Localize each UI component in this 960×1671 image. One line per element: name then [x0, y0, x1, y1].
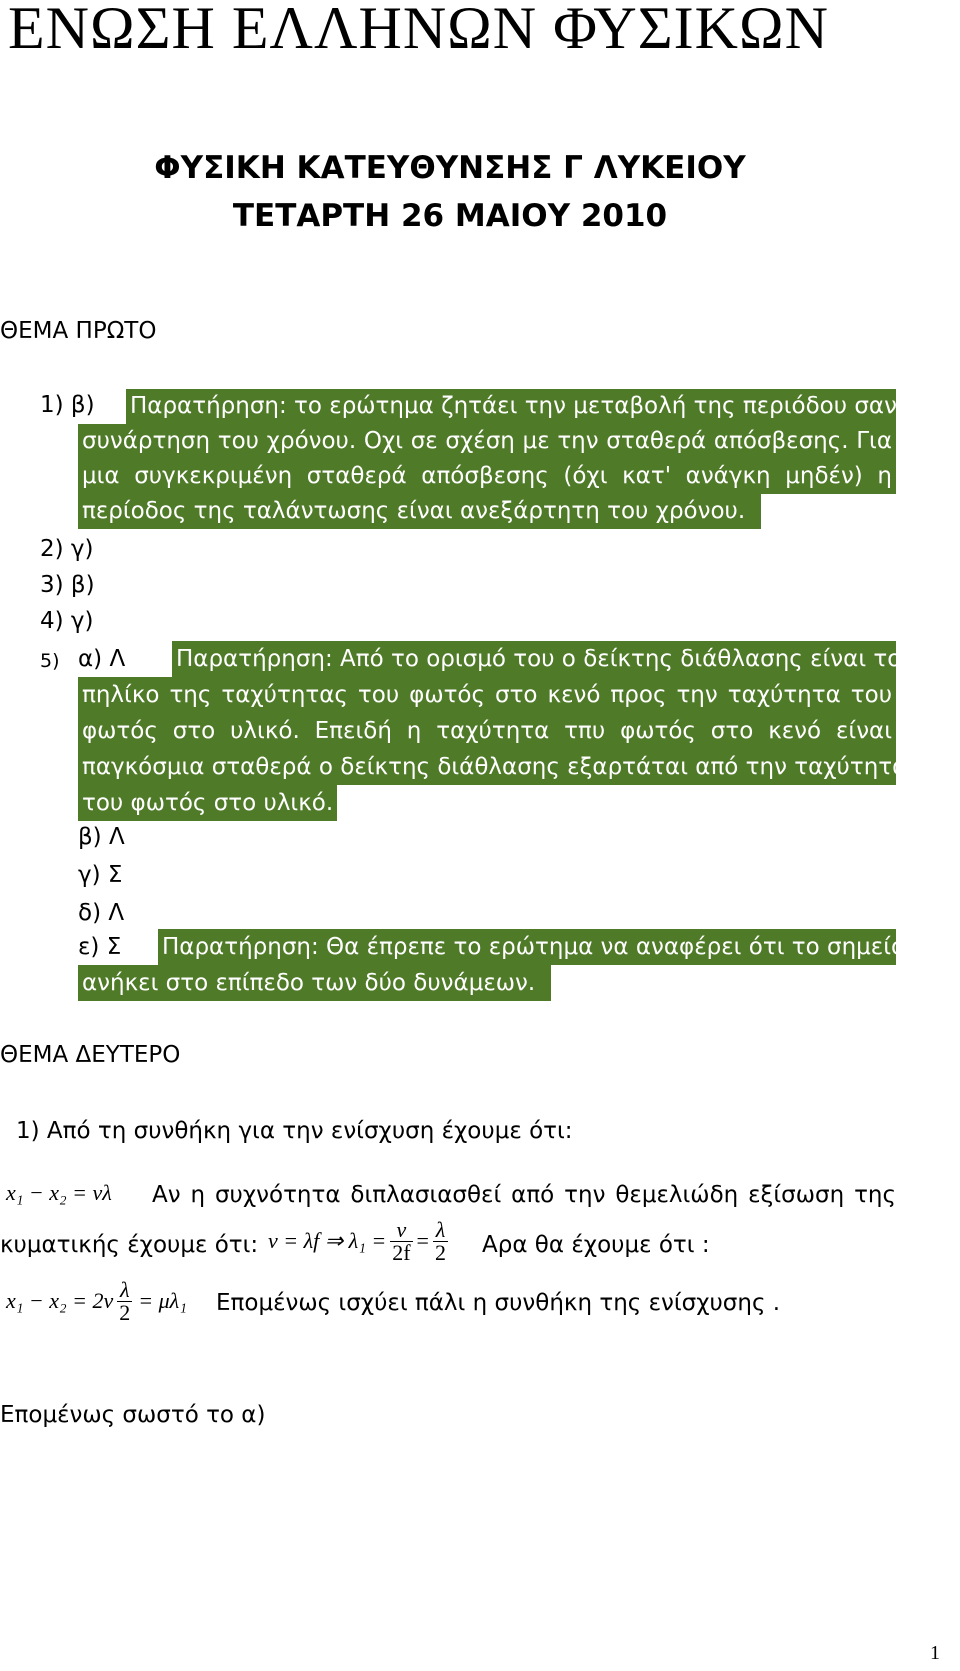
equation-reinforcement-left: x₁ − x₂ = 2ν: [6, 1288, 114, 1313]
conclusion: Επομένως σωστό το α): [0, 1402, 266, 1428]
equation-wavelength-left: v = λf ⇒ λ₁ =: [268, 1228, 387, 1253]
answer-5d: δ) Λ: [78, 900, 125, 926]
answer-1-note-line3: μια συγκεκριμένη σταθερά απόσβεσης (όχι κατ' ανάγκη μηδέν) η: [78, 459, 896, 494]
answer-5b: β) Λ: [78, 824, 125, 850]
answer-1-note-line2: συνάρτηση του χρόνου. Οχι σε σχέση με την σταθερά απόσβεσης. Για: [78, 424, 896, 459]
fraction-v-over-2f: $\frac{v}{2f}$: [392, 1216, 411, 1265]
answer-5c: γ) Σ: [78, 862, 123, 888]
answer-5a-note-line4: παγκόσμια σταθερά ο δείκτης διάθλασης εξαρτάται από την ταχύτητα: [78, 749, 896, 785]
equation-path-difference: x₁ − x₂ = νλ: [6, 1180, 112, 1205]
paragraph-wave-equation: κυματικής έχουμε ότι:: [0, 1232, 259, 1258]
exam-title: ΦΥΣΙΚΗ ΚΑΤΕΥΘΥΝΣΗΣ Γ ΛΥΚΕΙΟΥ: [154, 150, 746, 186]
fraction-lambda-over-2-b: $\frac{\lambda}{2}$: [119, 1276, 131, 1325]
equation-wavelength: v = λf ⇒ λ₁ = $\frac{v}{2f}$ = $\frac{\lambda}{2}$: [268, 1216, 446, 1265]
answer-5e-note-line1: Παρατήρηση: Θα έπρεπε το ερώτημα να αναφέρει ότι το σημείο: [158, 929, 896, 965]
answer-5e-note-line2: ανήκει στο επίπεδο των δύο δυνάμεων.: [78, 965, 551, 1001]
fraction-lambda-over-2: $\frac{\lambda}{2}$: [434, 1216, 446, 1265]
answer-5a-note-line2: πηλίκο της ταχύτητας του φωτός στο κενό προς την ταχύτητα του: [78, 677, 896, 713]
answer-1-note-line1: Παρατήρηση: το ερώτημα ζητάει την μεταβολή της περιόδου σαν: [126, 389, 896, 424]
answer-5a: α) Λ: [78, 646, 126, 672]
exam-date: ΤΕΤΑΡΤΗ 26 ΜΑΙΟΥ 2010: [232, 198, 668, 234]
answer-3: 3) β): [40, 572, 95, 598]
document-header: ΕΝΩΣΗ ΕΛΛΗΝΩΝ ΦΥΣΙΚΩΝ: [8, 0, 829, 61]
answer-2-1-intro: 1) Από τη συνθήκη για την ενίσχυση έχουμε ότι:: [16, 1118, 573, 1144]
answer-5a-note-line5: του φωτός στο υλικό.: [78, 785, 337, 821]
answer-1-label: 1) β): [40, 392, 95, 418]
answer-5-number: 5): [40, 650, 60, 672]
section-heading-second: ΘΕΜΑ ΔΕΥΤΕΡΟ: [0, 1042, 181, 1068]
answer-4: 4) γ): [40, 608, 94, 634]
page-number: 1: [930, 1642, 940, 1664]
equation-reinforcement: [6, 1276, 187, 1326]
answer-5e: ε) Σ: [78, 934, 122, 960]
paragraph-condition-holds: Επομένως ισχύει πάλι η συνθήκη της ενίσχυσης .: [216, 1290, 781, 1316]
answer-5a-note-line1: Παρατήρηση: Από το ορισμό του ο δείκτης διάθλασης είναι το: [172, 641, 896, 677]
answer-5a-note-line3: φωτός στο υλικό. Επειδή η ταχύτητα τπυ φωτός στο κενό είναι: [78, 713, 896, 749]
equation-reinforcement-right: = μλ₁: [138, 1288, 187, 1313]
paragraph-therefore: Αρα θα έχουμε ότι :: [482, 1232, 710, 1258]
section-heading-first: ΘΕΜΑ ΠΡΩΤΟ: [0, 318, 157, 344]
answer-1-note-line4: περίοδος της ταλάντωσης είναι ανεξάρτητη του χρόνου.: [78, 494, 761, 529]
paragraph-frequency-doubled: Αν η συχνότητα διπλασιασθεί από την θεμελιώδη εξίσωση της: [152, 1182, 896, 1208]
answer-2: 2) γ): [40, 536, 94, 562]
